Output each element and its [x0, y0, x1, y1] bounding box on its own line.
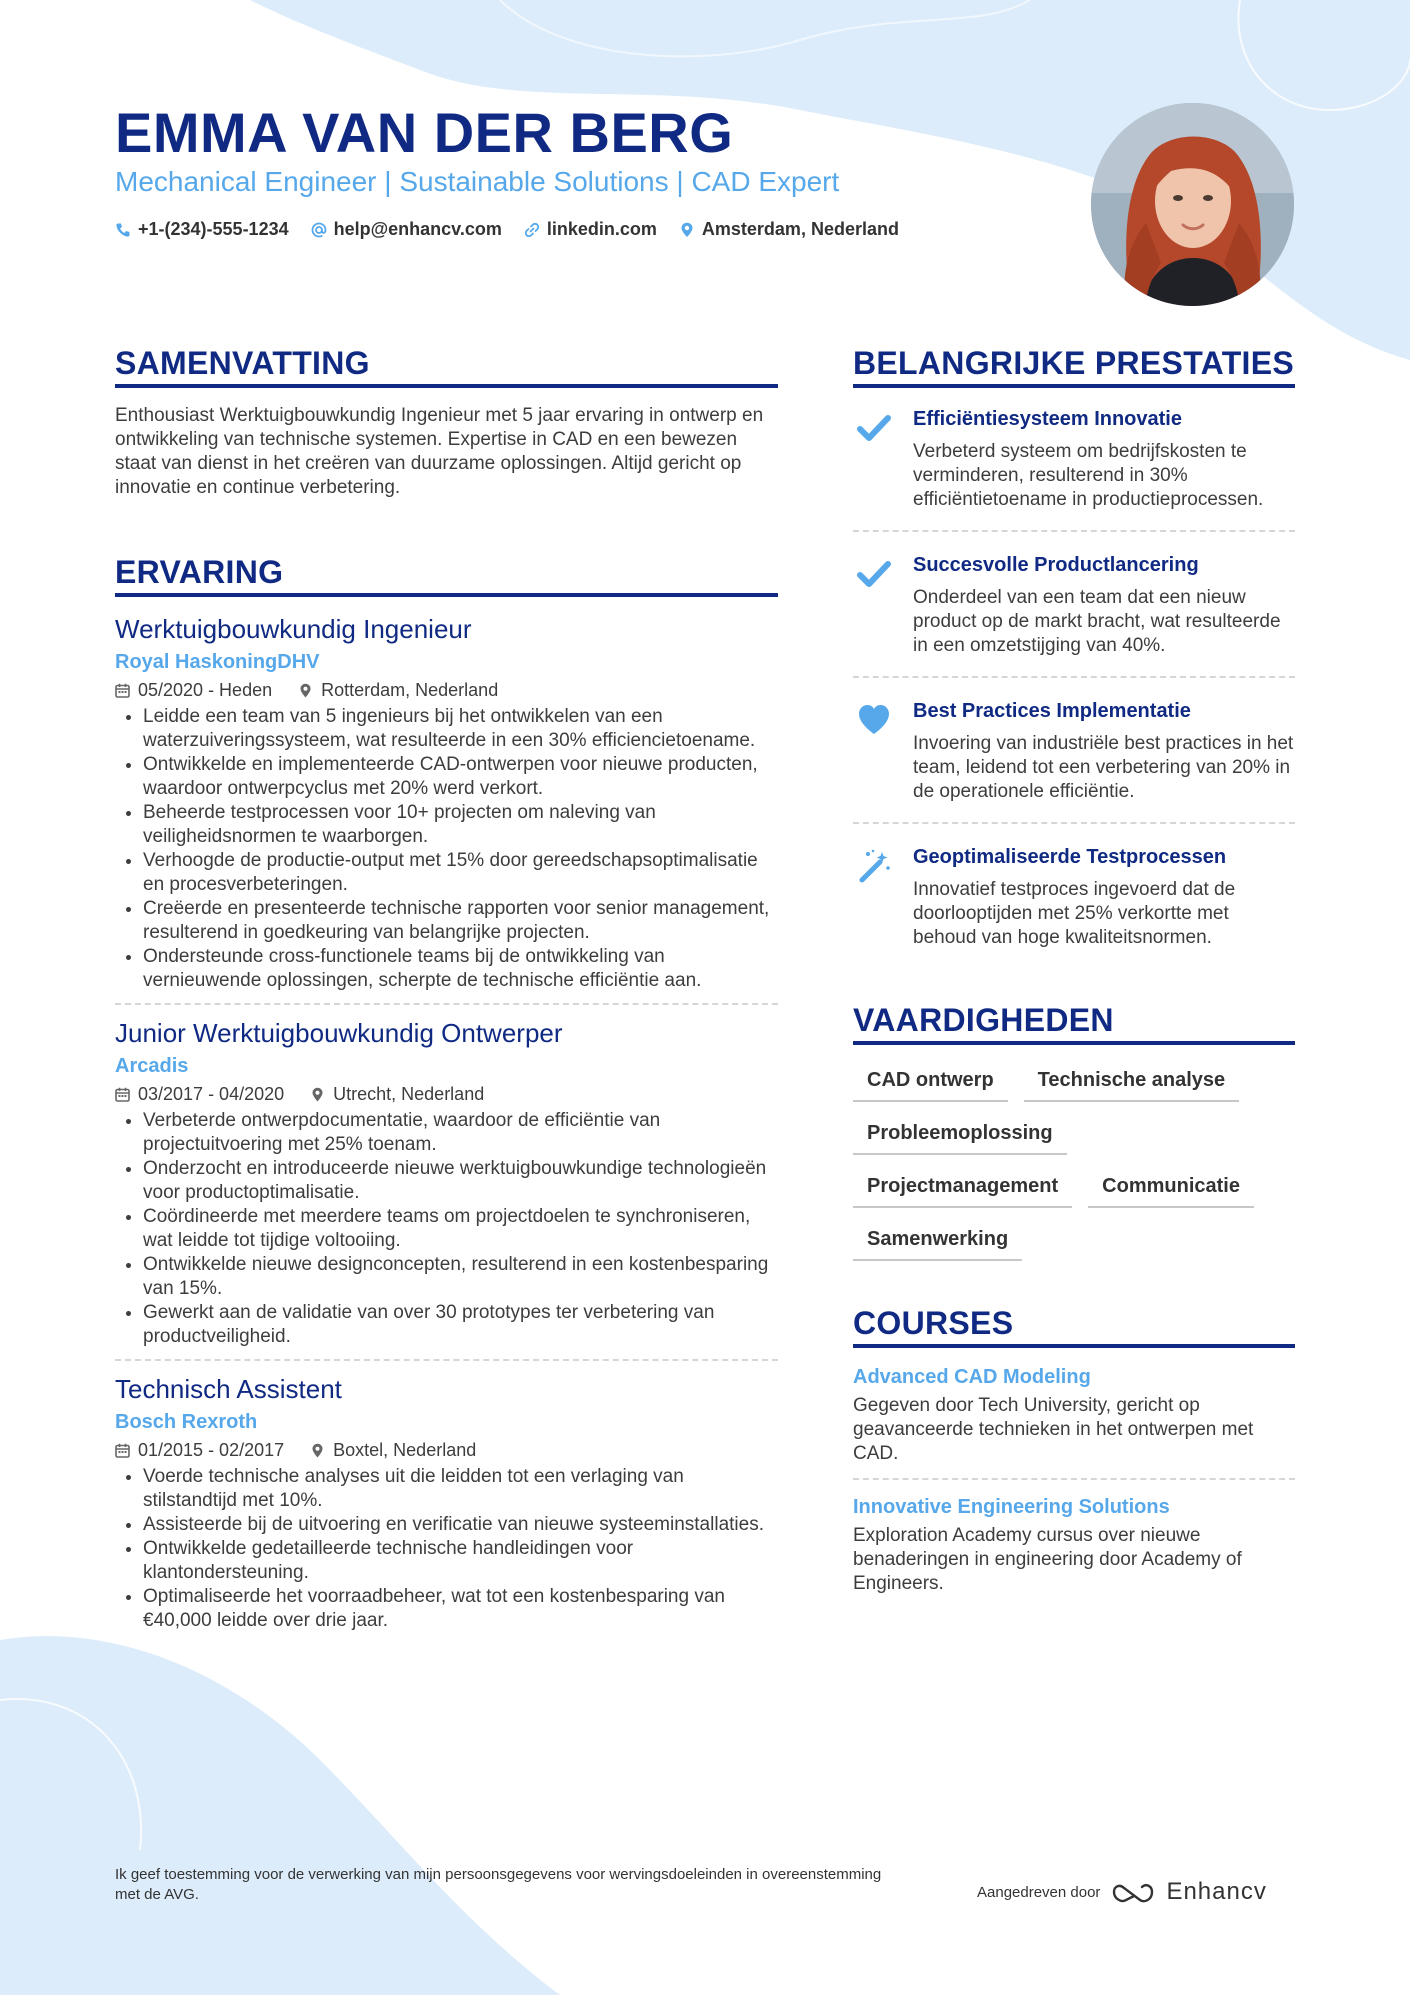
at-sign-icon: [311, 222, 327, 238]
list-item: • Onderzocht en introduceerde nieuwe werktuigbouwkundige technologieën voor productoptimalisatie.: [143, 1157, 778, 1205]
summary-heading: SAMENVATTING: [115, 345, 778, 388]
skill-tag: Samenwerking: [853, 1224, 1022, 1261]
candidate-name: EMMA VAN DER BERG: [115, 101, 734, 164]
calendar-icon: [115, 683, 130, 698]
contact-linkedin[interactable]: [524, 219, 657, 240]
achievement-description: Invoering van industriële best practices in het team, leidend tot een verbetering van 20% in de operationele efficiëntie.: [913, 733, 1294, 802]
powered-by: [977, 1878, 1267, 1906]
divider: [853, 676, 1295, 678]
job-title: Junior Werktuigbouwkundig Ontwerper: [115, 1018, 563, 1048]
achievement-title: Best Practices Implementatie: [913, 700, 1191, 722]
phone-number: +1-(234)-555-1234: [138, 219, 289, 239]
achievements-heading: BELANGRIJKE PRESTATIES: [853, 345, 1295, 388]
portrait-illustration: [1091, 103, 1294, 306]
list-item: • Verbeterde ontwerpdocumentatie, waardoor de efficiëntie van projectuitvoering met 25% toenam.: [143, 1109, 778, 1157]
list-item: • Creëerde en presenteerde technische rapporten voor senior management, resulterend in goedkeuring van belangrijke projecten.: [143, 897, 778, 945]
contact-bar: [115, 219, 899, 240]
courses-heading: COURSES: [853, 1305, 1295, 1348]
company-name: Bosch Rexroth: [115, 1411, 258, 1433]
summary-text: Enthousiast Werktuigbouwkundig Ingenieur met 5 jaar ervaring in ontwerp en ontwikkeling van technische systemen. Expertise in CAD en een bewezen staat van dienst in het creëren van duurzame oplossingen. Altijd gericht op innovatie en continue verbetering.: [115, 405, 764, 498]
magic-wand-icon: [856, 848, 892, 884]
enhancv-logo-icon: [1110, 1880, 1156, 1904]
list-item: • Assisteerde bij de uitvoering en verificatie van nieuwe systeeminstallaties.: [143, 1513, 778, 1537]
course-title: Innovative Engineering Solutions: [853, 1496, 1170, 1518]
consent-note: Ik geef toestemming voor de verwerking van mijn persoonsgegevens voor wervingsdoeleinden in overeenstemming met de AVG.: [115, 1866, 882, 1903]
phone-icon: [115, 222, 131, 238]
skills-heading: VAARDIGHEDEN: [853, 1002, 1295, 1045]
job-dates: 03/2017 - 04/2020: [138, 1084, 285, 1104]
profile-photo: [1091, 103, 1294, 306]
job-dates: 05/2020 - Heden: [138, 680, 273, 700]
list-item: • Voerde technische analyses uit die leidden tot een verlaging van stilstandtijd met 10%.: [143, 1465, 778, 1513]
calendar-icon: [115, 1443, 130, 1458]
email-address: help@enhancv.com: [333, 219, 502, 239]
checkmark-icon: [856, 410, 892, 446]
heart-icon: [856, 702, 892, 738]
powered-by-label: Aangedreven door: [977, 1883, 1101, 1901]
brand-name[interactable]: Enhancv: [1166, 1878, 1267, 1905]
job-location: Boxtel, Nederland: [333, 1440, 477, 1460]
achievement-item: [853, 844, 1295, 950]
list-item: • Beheerde testprocessen voor 10+ projecten om naleving van veiligheidsnormen te waarborgen.: [143, 801, 778, 849]
achievement-title: Geoptimaliseerde Testprocessen: [913, 846, 1227, 868]
course-description: Gegeven door Tech University, gericht op geavanceerde technieken in het ontwerpen met CAD.: [853, 1395, 1254, 1464]
link-icon: [524, 222, 540, 238]
list-item: • Ondersteunde cross-functionele teams bij de ontwikkeling van vernieuwende oplossingen, scherpte de technische efficiëntie aan.: [143, 945, 778, 993]
job-title: Werktuigbouwkundig Ingenieur: [115, 614, 472, 644]
course-item: [853, 1494, 1295, 1596]
job-bullets: [115, 1109, 778, 1349]
list-item: • Coördineerde met meerdere teams om projectdoelen te synchroniseren, wat leidde tot tijdige voltooiing.: [143, 1205, 778, 1253]
list-item: • Ontwikkelde nieuwe designconcepten, resulterend in een kostenbesparing van 15%.: [143, 1253, 778, 1301]
skill-tag: Technische analyse: [1024, 1065, 1240, 1102]
candidate-tagline: Mechanical Engineer | Sustainable Solutions | CAD Expert: [115, 166, 840, 197]
skills-list: [853, 1065, 1295, 1261]
list-item: • Ontwikkelde gedetailleerde technische handleidingen voor klantondersteuning.: [143, 1537, 778, 1585]
experience-heading: ERVARING: [115, 554, 778, 597]
linkedin-link: linkedin.com: [546, 219, 657, 239]
company-name: Royal HaskoningDHV: [115, 651, 320, 673]
skill-tag: CAD ontwerp: [853, 1065, 1008, 1102]
list-item: • Verhoogde de productie-output met 15% door gereedschapsoptimalisatie en procesverbeteringen.: [143, 849, 778, 897]
achievement-title: Succesvolle Productlancering: [913, 554, 1199, 576]
job-location: Rotterdam, Nederland: [321, 680, 499, 700]
company-name: Arcadis: [115, 1055, 189, 1077]
checkmark-icon: [856, 556, 892, 592]
divider: [115, 1359, 778, 1361]
contact-email[interactable]: [311, 219, 502, 240]
list-item: • Optimaliseerde het voorraadbeheer, wat tot een kostenbesparing van €40,000 leidde over drie jaar.: [143, 1585, 778, 1633]
job-bullets: [115, 1465, 778, 1633]
location-pin-icon: [310, 1087, 325, 1102]
job-bullets: [115, 705, 778, 993]
divider: [853, 1478, 1295, 1480]
divider: [853, 530, 1295, 532]
right-column: [853, 345, 1295, 1596]
location-text: Amsterdam, Nederland: [701, 219, 899, 239]
job-entry: [115, 613, 778, 993]
course-item: [853, 1364, 1295, 1466]
achievement-item: [853, 406, 1295, 512]
achievement-item: [853, 552, 1295, 658]
job-meta: [115, 680, 778, 701]
contact-phone[interactable]: [115, 219, 289, 240]
job-location: Utrecht, Nederland: [333, 1084, 485, 1104]
achievement-item: [853, 698, 1295, 804]
location-pin-icon: [679, 222, 695, 238]
achievement-description: Verbeterd systeem om bedrijfskosten te verminderen, resulterend in 30% efficiëntietoename in productieprocessen.: [913, 441, 1264, 510]
left-column: [115, 345, 778, 1633]
course-description: Exploration Academy cursus over nieuwe benaderingen in engineering door Academy of Engineers.: [853, 1525, 1242, 1594]
skill-tag: Projectmanagement: [853, 1171, 1072, 1208]
achievement-description: Innovatief testproces ingevoerd dat de doorlooptijden met 25% verkortte met behoud van hoge kwaliteitsnormen.: [913, 879, 1236, 948]
location-pin-icon: [310, 1443, 325, 1458]
contact-location: [679, 219, 899, 240]
list-item: • Gewerkt aan de validatie van over 30 prototypes ter verbetering van productveiligheid.: [143, 1301, 778, 1349]
job-dates: 01/2015 - 02/2017: [138, 1440, 285, 1460]
achievement-description: Onderdeel van een team dat een nieuw product op de markt bracht, wat resulteerde in een omzetstijging van 40%.: [913, 587, 1281, 656]
skill-tag: Communicatie: [1088, 1171, 1254, 1208]
calendar-icon: [115, 1087, 130, 1102]
achievement-title: Efficiëntiesysteem Innovatie: [913, 408, 1182, 430]
job-entry: [115, 1373, 778, 1633]
job-meta: [115, 1440, 778, 1461]
list-item: • Leidde een team van 5 ingenieurs bij het ontwikkelen van een waterzuiveringssysteem, wat resulteerde in een 30% efficiencietoename.: [143, 705, 778, 753]
divider: [853, 822, 1295, 824]
skill-tag: Probleemoplossing: [853, 1118, 1067, 1155]
job-meta: [115, 1084, 778, 1105]
job-title: Technisch Assistent: [115, 1374, 342, 1404]
job-entry: [115, 1017, 778, 1349]
divider: [115, 1003, 778, 1005]
course-title: Advanced CAD Modeling: [853, 1366, 1091, 1388]
location-pin-icon: [298, 683, 313, 698]
list-item: • Ontwikkelde en implementeerde CAD-ontwerpen voor nieuwe producten, waardoor ontwerpcyclus met 20% werd verkort.: [143, 753, 778, 801]
